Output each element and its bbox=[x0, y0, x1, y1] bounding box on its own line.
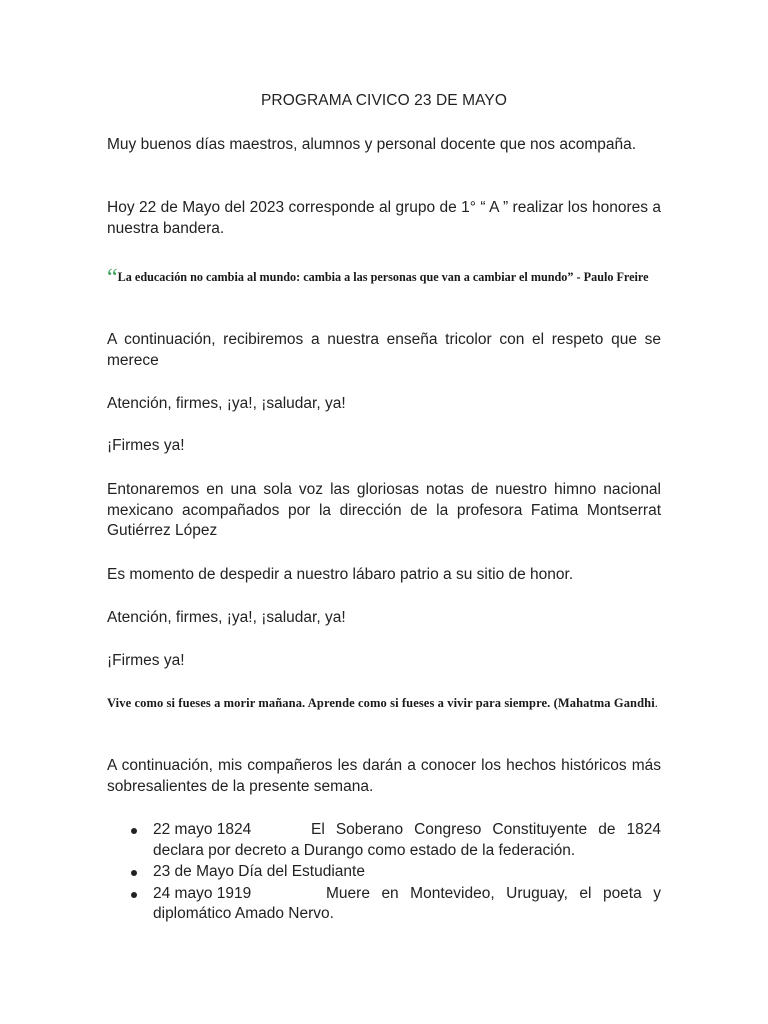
intro-paragraph: Hoy 22 de Mayo del 2023 corresponde al grupo de 1° “ A ” realizar los honores a nuestra bandera. bbox=[107, 199, 661, 237]
list-item bbox=[107, 862, 661, 883]
quote-gandhi-end: . bbox=[654, 696, 659, 710]
bullet-icon bbox=[131, 870, 137, 876]
event-date: 22 mayo 1824 bbox=[153, 821, 252, 838]
greeting-paragraph: Muy buenos días maestros, alumnos y personal docente que nos acompaña. bbox=[107, 136, 637, 153]
event-text: El Soberano Congreso Constituyente de 1824 declara por decreto a Durango como estado de la federación. bbox=[153, 821, 661, 859]
event-date: 24 mayo 1919 bbox=[153, 884, 252, 902]
open-quote-mark: “ bbox=[107, 265, 118, 291]
quote-freire-text: La educación no cambia al mundo: cambia a las personas que van a cambiar el mundo” - Paulo Freire bbox=[117, 270, 649, 284]
quote-gandhi-text: Vive como si fueses a morir mañana. Aprende como si fueses a vivir para siempre. (Mahatma Gandhi bbox=[107, 696, 655, 710]
anthem-paragraph: Entonaremos en una sola voz las gloriosas notas de nuestro himno nacional mexicano acompañados por la dirección de la profesora Fatima Montserrat Gutiérrez López bbox=[107, 481, 661, 539]
event-text: Muere en Montevideo, Uruguay, el poeta y diplomático Amado Nervo. bbox=[153, 884, 661, 922]
quote-gandhi bbox=[107, 693, 661, 713]
document-title: PROGRAMA CIVICO 23 DE MAYO bbox=[260, 92, 508, 109]
flag-receive-paragraph: A continuación, recibiremos a nuestra enseña tricolor con el respeto que se merece bbox=[107, 331, 661, 369]
firmes-paragraph-2: ¡Firmes ya! bbox=[107, 652, 185, 669]
command-paragraph-2: Atención, firmes, ¡ya!, ¡saludar, ya! bbox=[107, 609, 346, 626]
farewell-paragraph: Es momento de despedir a nuestro lábaro patrio a su sitio de honor. bbox=[107, 566, 574, 583]
quote-freire bbox=[107, 265, 661, 291]
command-paragraph-1: Atención, firmes, ¡ya!, ¡saludar, ya! bbox=[107, 395, 346, 412]
events-list bbox=[107, 820, 661, 926]
event-text: 23 de Mayo Día del Estudiante bbox=[153, 863, 365, 880]
history-intro-paragraph: A continuación, mis compañeros les darán a conocer los hechos históricos más sobresalientes de la presente semana. bbox=[107, 757, 661, 795]
firmes-paragraph-1: ¡Firmes ya! bbox=[107, 437, 185, 454]
list-item bbox=[107, 884, 661, 925]
bullet-icon bbox=[131, 892, 137, 898]
list-item bbox=[107, 820, 661, 861]
bullet-icon bbox=[131, 828, 137, 834]
